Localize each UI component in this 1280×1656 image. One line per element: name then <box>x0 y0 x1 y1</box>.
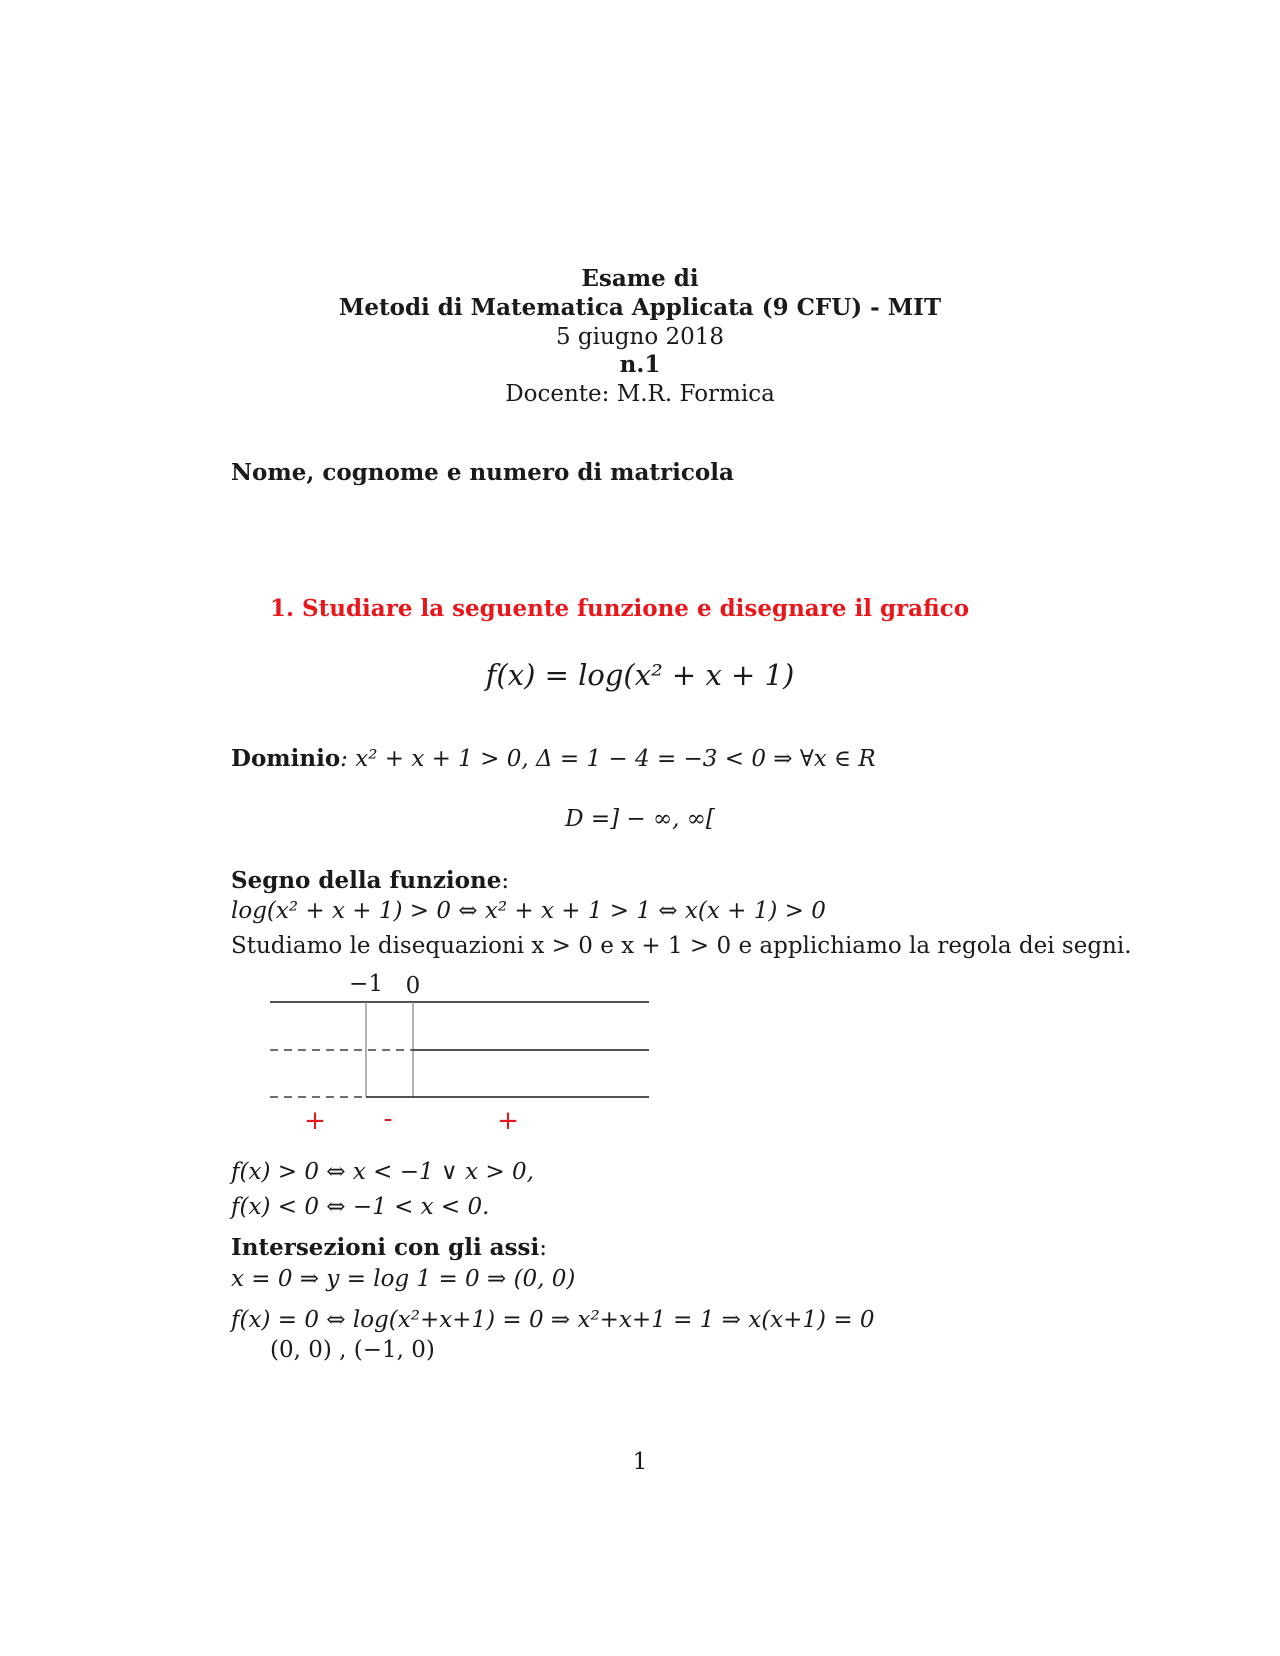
tick-label-zero: 0 <box>405 973 421 999</box>
intersection-y-axis: x = 0 ⇒ y = log 1 = 0 ⇒ (0, 0) <box>231 1266 576 1292</box>
domain-interval: D =] − ∞, ∞[ <box>565 806 715 832</box>
sign-plus-left: + <box>304 1106 326 1133</box>
domain-condition: : x² + x + 1 > 0, Δ = 1 − 4 = −3 < 0 ⇒ ∀x ∈ R <box>340 746 876 772</box>
exam-heading: Esame di <box>581 265 699 292</box>
intersections-label: Intersezioni con gli assi <box>231 1234 540 1261</box>
exercise-title: 1. Studiare la seguente funzione e disegnare il grafico <box>270 595 970 622</box>
student-info-label: Nome, cognome e numero di matricola <box>231 459 734 486</box>
exam-number: n.1 <box>619 351 661 378</box>
negative-condition: f(x) < 0 ⇔ −1 < x < 0. <box>231 1194 490 1220</box>
positive-condition: f(x) > 0 ⇔ x < −1 ∨ x > 0, <box>231 1159 534 1185</box>
course-title: Metodi di Matematica Applicata (9 CFU) - MIT <box>338 294 942 321</box>
domain-label: Dominio <box>231 745 341 772</box>
page-number: 1 <box>632 1449 648 1475</box>
intersections-heading <box>231 1233 547 1263</box>
domain-line <box>231 744 876 774</box>
teacher: Docente: M.R. Formica <box>505 381 775 407</box>
sign-label: Segno della funzione <box>231 867 502 894</box>
exam-date: 5 giugno 2018 <box>555 324 725 350</box>
function-formula <box>0 657 1280 693</box>
sign-inequality: log(x² + x + 1) > 0 ⇔ x² + x + 1 > 1 ⇔ x(x + 1) > 0 <box>231 898 826 924</box>
intersections-colon: : <box>539 1235 547 1261</box>
intersection-points: (0, 0) , (−1, 0) <box>270 1337 435 1363</box>
intersection-x-axis: f(x) = 0 ⇔ log(x²+x+1) = 0 ⇒ x²+x+1 = 1 ⇒ x(x+1) = 0 <box>231 1307 875 1333</box>
sign-minus-middle: - <box>383 1104 393 1133</box>
tick-label-minus-one: −1 <box>349 971 383 997</box>
domain-result <box>0 804 1280 834</box>
sign-chart <box>260 963 660 1133</box>
sign-colon: : <box>501 868 510 894</box>
function-expression: f(x) = log(x² + x + 1) <box>485 658 795 692</box>
sign-sentence: Studiamo le disequazioni x > 0 e x + 1 > 0 e applichiamo la regola dei segni. <box>231 933 1132 959</box>
sign-plus-right: + <box>497 1106 519 1133</box>
sign-heading <box>231 866 509 896</box>
